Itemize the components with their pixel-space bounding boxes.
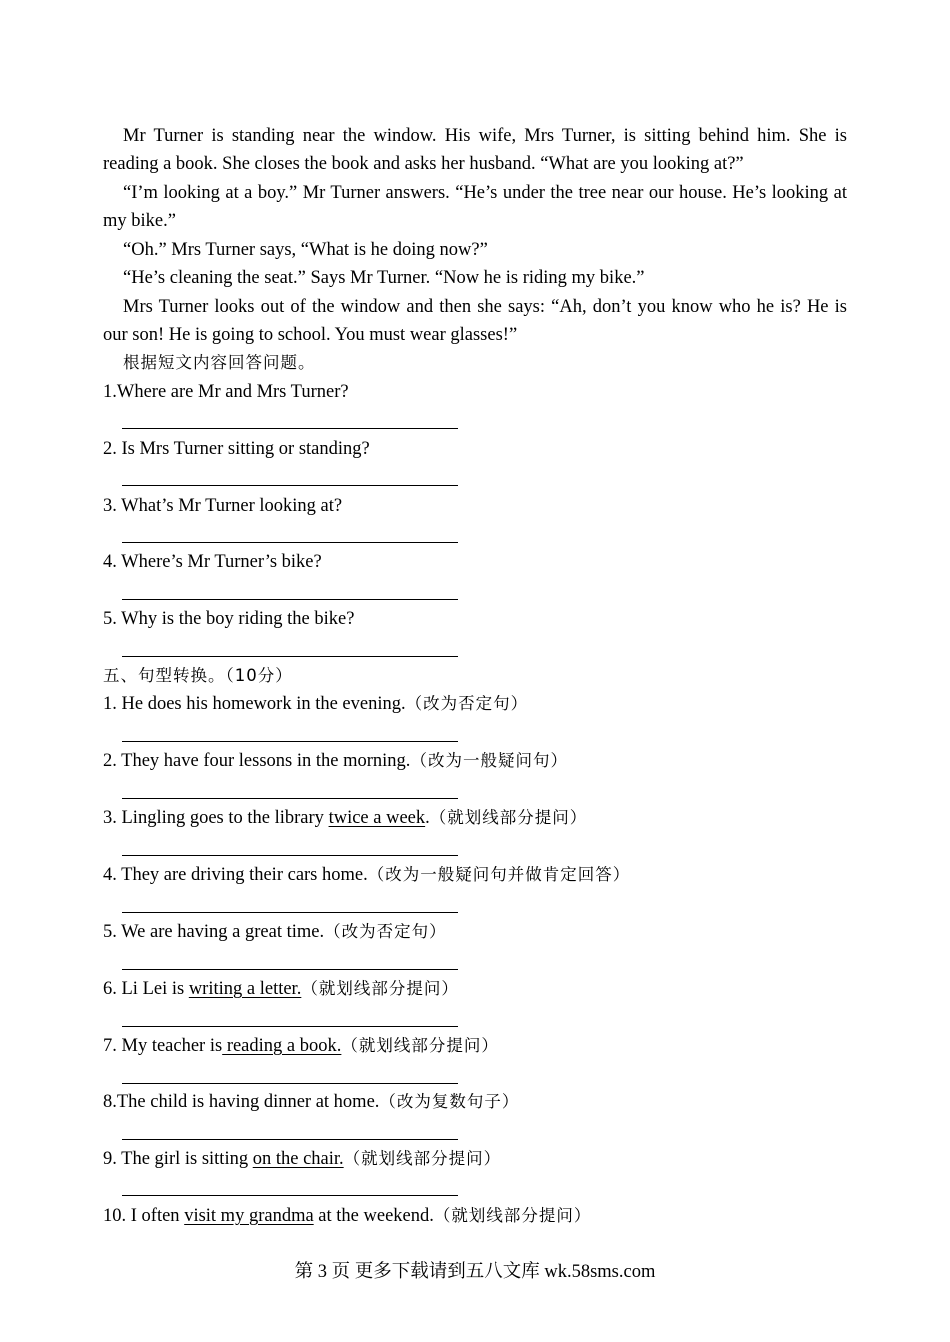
answer-line[interactable] — [122, 542, 458, 543]
transform-item-4: 4. They are driving their cars home.（改为一般疑问句并做肯定回答） — [103, 865, 631, 885]
transform-item-5: 5. We are having a great time.（改为否定句） — [103, 922, 447, 942]
answer-line[interactable] — [122, 912, 458, 913]
transform-item-1: 1. He does his homework in the evening.（改为否定句） — [103, 694, 529, 714]
answer-line[interactable] — [122, 855, 458, 856]
transform-item-8: 8.The child is having dinner at home.（改为复数句子） — [103, 1092, 520, 1112]
passage-paragraph-4: “He’s cleaning the seat.” Says Mr Turner. “Now he is riding my bike.” — [123, 268, 645, 288]
reading-instruction: 根据短文内容回答问题。 — [123, 353, 316, 372]
transform-item-3: 3. Lingling goes to the library twice a week.（就划线部分提问） — [103, 808, 588, 828]
transform-item-10: 10. I often visit my grandma at the weekend.（就划线部分提问） — [103, 1206, 592, 1226]
answer-line[interactable] — [122, 969, 458, 970]
underlined-phrase: twice a week — [328, 808, 426, 828]
answer-line[interactable] — [122, 741, 458, 742]
passage-paragraph-5: Mrs Turner looks out of the window and then she says: “Ah, don’t you know who he is? He is our son! He is going to school. You must wear glasses!” — [103, 297, 847, 346]
passage-paragraph-2: “I’m looking at a boy.” Mr Turner answers. “He’s under the tree near our house. He’s looking at my bike.” — [103, 183, 847, 232]
reading-question-4: 4. Where’s Mr Turner’s bike? — [103, 552, 322, 572]
reading-question-2: 2. Is Mrs Turner sitting or standing? — [103, 439, 370, 459]
answer-line[interactable] — [122, 1083, 458, 1084]
transform-item-7: 7. My teacher is reading a book.（就划线部分提问） — [103, 1036, 499, 1056]
page-footer: 第 3 页 更多下载请到五八文库 wk.58sms.com — [294, 1262, 656, 1282]
underlined-phrase: on the chair. — [252, 1149, 344, 1169]
answer-line[interactable] — [122, 599, 458, 600]
reading-question-3: 3. What’s Mr Turner looking at? — [103, 496, 343, 516]
transform-item-9: 9. The girl is sitting on the chair.（就划线部分提问） — [103, 1149, 502, 1169]
answer-line[interactable] — [122, 1195, 458, 1196]
underlined-phrase: reading a book. — [222, 1036, 342, 1056]
answer-line[interactable] — [122, 656, 458, 657]
answer-line[interactable] — [122, 798, 458, 799]
underlined-phrase: visit my grandma — [184, 1206, 314, 1226]
reading-question-1: 1.Where are Mr and Mrs Turner? — [103, 382, 349, 402]
reading-question-5: 5. Why is the boy riding the bike? — [103, 609, 355, 629]
answer-line[interactable] — [122, 428, 458, 429]
passage-paragraph-1: Mr Turner is standing near the window. His wife, Mrs Turner, is sitting behind him. She is reading a book. She closes the book and asks her husband. “What are you looking at?” — [103, 126, 847, 175]
transform-item-6: 6. Li Lei is writing a letter.（就划线部分提问） — [103, 979, 459, 999]
answer-line[interactable] — [122, 485, 458, 486]
answer-line[interactable] — [122, 1026, 458, 1027]
underlined-phrase: writing a letter. — [188, 979, 302, 999]
answer-line[interactable] — [122, 1139, 458, 1140]
transform-item-2: 2. They have four lessons in the morning.（改为一般疑问句） — [103, 751, 568, 771]
section-five-title: 五、句型转换。（10分） — [103, 666, 293, 685]
passage-paragraph-3: “Oh.” Mrs Turner says, “What is he doing now?” — [123, 240, 488, 260]
